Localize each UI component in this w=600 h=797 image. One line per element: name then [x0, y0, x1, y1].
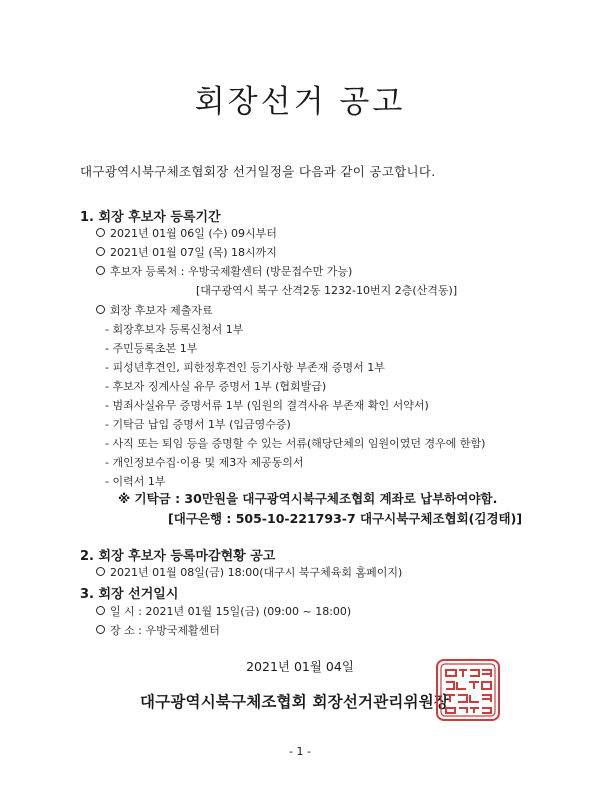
section1-line1: 2021년 01월 06일 (수) 09시부터: [96, 225, 277, 241]
circle-bullet-icon: [96, 625, 105, 634]
intro-text: 대구광역시북구체조협회장 선거일정을 다음과 같이 공고합니다.: [80, 164, 436, 179]
doc-item: - 후보자 징계사실 유무 증명서 1부 (협회발급): [105, 380, 327, 393]
circle-bullet-icon: [96, 228, 105, 237]
page-title: 회장선거 공고: [194, 84, 406, 120]
bank-account: [대구은행 : 505-10-221793-7 대구시북구체조협회(김경태)]: [168, 511, 523, 526]
document-date: 2021년 01월 04일: [246, 659, 354, 674]
signature-line: 대구광역시북구체조협회 회장선거관리위원장: [140, 693, 450, 711]
circle-bullet-icon: [96, 606, 105, 615]
doc-item: - 개인정보수집·이용 및 제3자 제공동의서: [105, 456, 304, 469]
section2-line1: 2021년 01월 08일(금) 18:00(대구시 북구체육회 홈페이지): [96, 564, 402, 580]
doc-item: - 이력서 1부: [105, 475, 166, 488]
doc-item: - 사직 또는 퇴임 등을 증명할 수 있는 서류(해당단체의 임원이였던 경우에 한함): [105, 437, 486, 450]
circle-bullet-icon: [96, 247, 105, 256]
section2-heading: 2. 회장 후보자 등록마감현황 공고: [80, 549, 276, 564]
section1-line3: 후보자 등록처 : 우방국제활센터 (방문접수만 가능): [96, 263, 352, 279]
circle-bullet-icon: [96, 266, 105, 275]
section3-line2: 장 소 : 우방국제활센터: [96, 622, 220, 638]
circle-bullet-icon: [96, 305, 105, 314]
doc-item: - 범죄사실유무 증명서류 1부 (임원의 결격사유 부존재 확인 서약서): [105, 399, 429, 412]
deposit-note: ※ 기탁금 : 30만원을 대구광역시북구체조협회 계좌로 납부하여야함.: [118, 491, 498, 506]
official-seal-icon: [435, 658, 501, 722]
section1-docs-heading: 회장 후보자 제출자료: [96, 302, 213, 318]
section1-line2: 2021년 01월 07일 (목) 18시까지: [96, 244, 277, 260]
circle-bullet-icon: [96, 567, 105, 576]
doc-item: - 피성년후견인, 피한정후견인 등기사항 부존재 증명서 1부: [105, 361, 385, 374]
section1-address: [대구광역시 북구 산격2동 1232-10번지 2층(산격동)]: [196, 284, 458, 297]
section3-line1: 일 시 : 2021년 01월 15일(금) (09:00 ~ 18:00): [96, 603, 351, 619]
doc-item: - 주민등록초본 1부: [105, 342, 198, 355]
section1-heading: 1. 회장 후보자 등록기간: [80, 210, 221, 225]
doc-item: - 기탁금 납입 증명서 1부 (입금영수증): [105, 418, 291, 431]
doc-item: - 회장후보자 등록신청서 1부: [105, 323, 244, 336]
section3-heading: 3. 회장 선거일시: [80, 587, 179, 602]
page-number: - 1 -: [289, 745, 311, 758]
